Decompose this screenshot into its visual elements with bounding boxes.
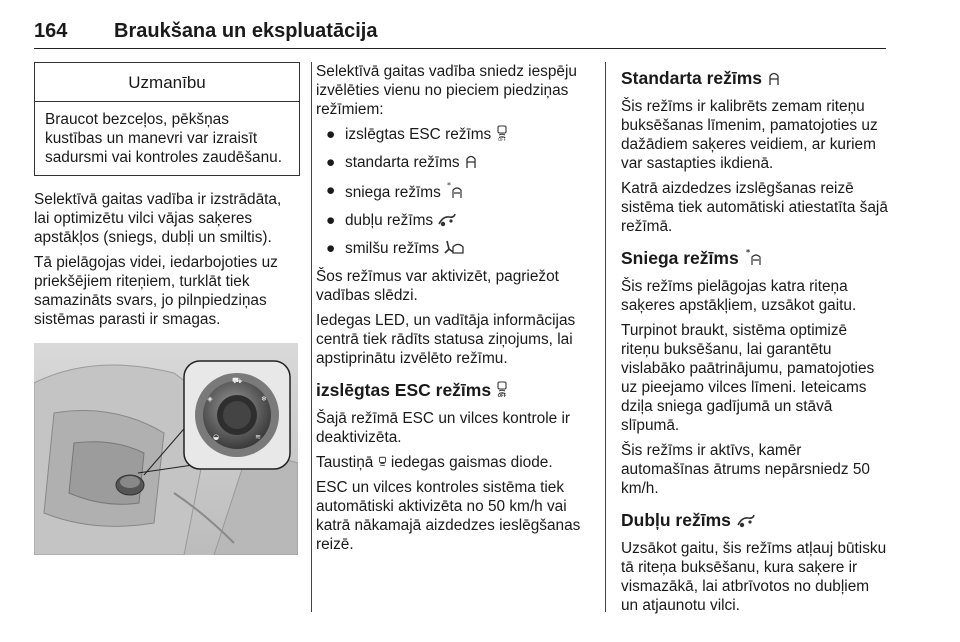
section-heading-standard: Standarta režīms [621,68,889,89]
esc-off-icon [378,456,387,469]
section-heading-mud: Dubļu režīms [621,510,889,531]
mode-label: smilšu režīms [345,240,440,257]
mode-label: sniega režīms [345,184,441,201]
page-header [34,14,886,49]
section-heading-snow: Sniega režīms * [621,248,889,269]
mud-mode-icon [736,512,756,528]
paragraph: Iedegas LED, un vadītāja informācijas centrā tiek rādīts statusa ziņojums, lai apstiprinātu izvēlēto režīmu. [316,312,576,367]
snow-mode-icon [445,181,463,199]
caution-text: Braucot bezceļos, pēkšņas kustības un manevri var izraisīt sadursmi vai kontroles zaudēšanu. [45,111,282,166]
caution-title: Uzmanību [35,63,299,102]
paragraph: Šis režīms ir aktīvs, kamēr automašīnas ātrums nepārsniedz 50 km/h. [621,442,870,497]
standard-car-icon [464,153,478,169]
svg-text:*: * [745,248,750,257]
console-illustration [34,343,298,555]
svg-text:OFF: OFF [497,137,506,141]
mode-label: dubļu režīms [345,212,434,229]
bullet: ● [326,212,336,229]
paragraph: Tā pielāgojas videi, iedarbojoties uz priekšējiem riteņiem, turklāt tiek samazināts svars, jo pilnpiedziņas sistēmas parasti ir smagas. [34,254,278,328]
paragraph: Selektīvā gaitas vadība ir izstrādāta, lai optimizētu vilci vājas saķeres apstākļos (sniegs, dubļi un smiltis). [34,191,282,246]
paragraph: ESC un vilces kontroles sistēma tiek automātiski aktivizēta no 50 km/h vai katrā nākamajā aizdedzes ieslēgšanas reizē. [316,479,581,553]
page-number: 164 [34,20,68,42]
snow-mode-icon [744,248,762,266]
column-divider [605,62,606,612]
mud-mode-icon [437,211,457,227]
standard-car-icon [767,70,781,86]
svg-text:*: * [447,181,452,190]
svg-text:≋: ≋ [255,433,261,441]
svg-text:OFF: OFF [497,393,507,398]
paragraph: Katrā aizdedzes izslēgšanas reizē sistēma tiek automātiski atiestatīta šajā režīmā. [621,180,888,235]
paragraph: Šis režīms pielāgojas katra riteņa saķeres apstākļiem, uzsākot gaitu. [621,278,857,314]
bullet: ● [326,154,336,171]
sand-mode-icon [443,239,465,255]
mode-list [316,125,591,258]
svg-text:❄: ❄ [261,395,267,403]
mode-label: standarta režīms [345,154,460,171]
chapter-title: Braukšana un ekspluatācija [114,20,378,42]
svg-text:⛟: ⛟ [231,376,243,385]
bullet: ● [326,240,336,257]
column-left [34,62,300,555]
paragraph: Šis režīms ir kalibrēts zemam riteņu buksēšanas līmenim, pamatojoties uz dažādiem saķeres veidiem, ar kuriem var sastapties ikdienā. [621,98,878,172]
list-item [316,181,591,202]
list-item [316,239,591,258]
paragraph: Taustiņā iedegas gaismas diode. [316,454,553,471]
column-middle [316,62,591,560]
selector-knob-illustration [34,343,298,555]
esc-off-icon [496,380,508,398]
esc-off-icon [496,125,508,141]
mode-label: izslēgtas ESC režīms [345,126,492,143]
list-item [316,153,591,172]
bullet: ● [326,126,336,143]
paragraph: Selektīvā gaitas vadība sniedz iespēju izvēlēties vienu no pieciem piedziņas režīmiem: [316,63,577,118]
section-heading-esc-off: izslēgtas ESC režīms OFF [316,380,507,400]
caution-box [34,62,300,176]
svg-text:◈: ◈ [207,395,213,403]
paragraph: Turpinot braukt, sistēma optimizē riteņu buksēšanu, lai garantētu vislabāko paātrinājumu, pamatojoties uz pieejamo vilces līmeni. Ieteicams dziļa sniega gadījumā un stāvā slīpumā. [621,322,875,434]
svg-text:◒: ◒ [212,433,220,441]
bullet: ● [326,182,336,199]
list-item [316,125,591,144]
list-item [316,211,591,230]
column-right [621,62,889,621]
paragraph: Šajā režīmā ESC un vilces kontrole ir deaktivizēta. [316,410,571,446]
paragraph: Šos režīmus var aktivizēt, pagriežot vadības slēdzi. [316,268,559,304]
paragraph: Uzsākot gaitu, šis režīms atļauj būtisku tā riteņa buksēšanu, kura saķere ir vismazākā, lai atbrīvotos no dubļiem un atjaunotu vilci. [621,540,887,614]
column-divider [311,62,312,612]
